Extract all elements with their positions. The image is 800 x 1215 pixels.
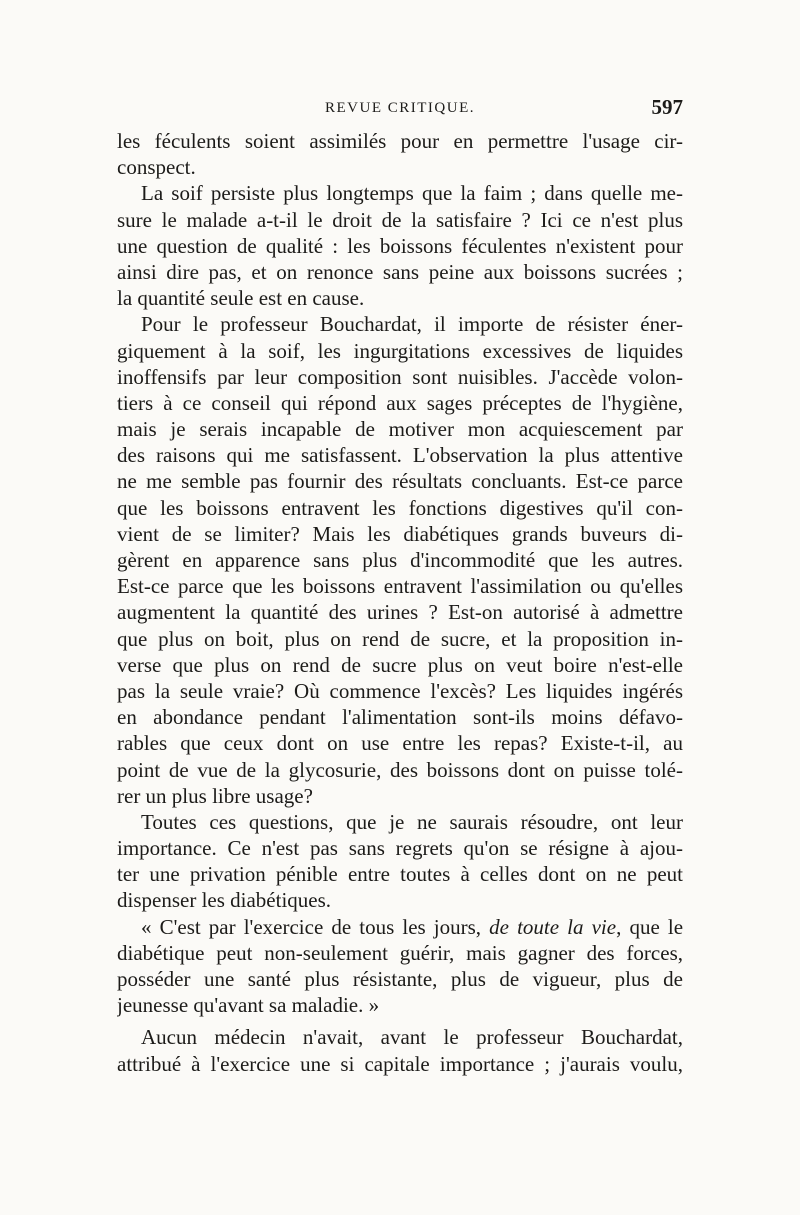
text-line: la quantité seule est en cause. (117, 286, 365, 311)
text-line: des raisons qui me satisfassent. L'observation la plus attentive (117, 443, 683, 468)
text-line: inoffensifs par leur composition sont nuisibles. J'accède volon- (117, 364, 683, 389)
paragraph (117, 809, 683, 914)
text-line: dispenser les diabétiques. (117, 888, 332, 913)
text-line: que plus on boit, plus on rend de sucre, et la proposition in- (117, 626, 683, 651)
text-line: La soif persiste plus longtemps que la faim ; dans quelle me- (141, 181, 683, 206)
text-line: verse que plus on rend de sucre plus on veut boire n'est-elle (117, 652, 683, 677)
paragraph (117, 128, 683, 180)
text-line: Aucun médecin n'avait, avant le professeur Bouchardat, (141, 1025, 683, 1050)
text-line: les féculents soient assimilés pour en permettre l'usage cir- (117, 129, 683, 153)
body-text (117, 128, 683, 1077)
text-line: point de vue de la glycosurie, des boissons dont on puisse tolé- (117, 757, 683, 782)
text-line: en abondance pendant l'alimentation sont-ils moins défavo- (117, 705, 683, 730)
text-line: ne me semble pas fournir des résultats concluants. Est-ce parce (117, 469, 683, 494)
text-line: conspect. (117, 155, 196, 180)
text-line: importance. Ce n'est pas sans regrets qu'on se résigne à ajou- (117, 836, 683, 861)
paragraph (117, 311, 683, 809)
text-line: pas la seule vraie? Où commence l'excès? Les liquides ingérés (117, 678, 683, 703)
running-title: REVUE CRITIQUE. (325, 100, 475, 116)
paragraph (117, 180, 683, 311)
page-number: 597 (651, 95, 683, 119)
text-line: mais je serais incapable de motiver mon acquiescement par (117, 417, 683, 442)
text-line: diabétique peut non-seulement guérir, mais gagner des forces, (117, 940, 683, 965)
paragraph (117, 1024, 683, 1076)
text-line: « C'est par l'exercice de tous les jours, de toute la vie, que le (141, 914, 683, 939)
text-line: gèrent en apparence sans plus d'incommodité que les autres. (117, 548, 683, 572)
text-line: que les boissons entravent les fonctions digestives qu'il con- (117, 495, 683, 520)
text-line: rables que ceux dont on use entre les repas? Existe-t-il, au (117, 731, 683, 756)
text-line: ter une privation pénible entre toutes à celles dont on ne peut (117, 862, 683, 887)
text-line: ainsi dire pas, et on renonce sans peine aux boissons sucrées ; (117, 259, 683, 284)
text-line: sure le malade a-t-il le droit de la satisfaire ? Ici ce n'est plus (117, 207, 683, 232)
text-line: jeunesse qu'avant sa maladie. » (117, 993, 380, 1018)
text-line: une question de qualité : les boissons féculentes n'existent pour (117, 233, 683, 258)
text-line: Pour le professeur Bouchardat, il importe de résister éner- (141, 312, 683, 337)
text-line: Toutes ces questions, que je ne saurais résoudre, ont leur (141, 809, 683, 834)
text-line: vient de se limiter? Mais les diabétiques grands buveurs di- (117, 521, 683, 546)
text-line: posséder une santé plus résistante, plus de vigueur, plus de (117, 967, 683, 991)
text-line: attribué à l'exercice une si capitale importance ; j'aurais voulu, (117, 1051, 683, 1076)
text-line: tiers à ce conseil qui répond aux sages préceptes de l'hygiène, (117, 390, 683, 415)
text-line: giquement à la soif, les ingurgitations excessives de liquides (117, 338, 683, 363)
text-line: augmentent la quantité des urines ? Est-on autorisé à admettre (117, 600, 683, 625)
quotation (117, 914, 683, 1019)
page-header (117, 95, 683, 122)
text-line: Est-ce parce que les boissons entravent l'assimilation ou qu'elles (117, 574, 683, 599)
text-line: rer un plus libre usage? (117, 783, 313, 808)
